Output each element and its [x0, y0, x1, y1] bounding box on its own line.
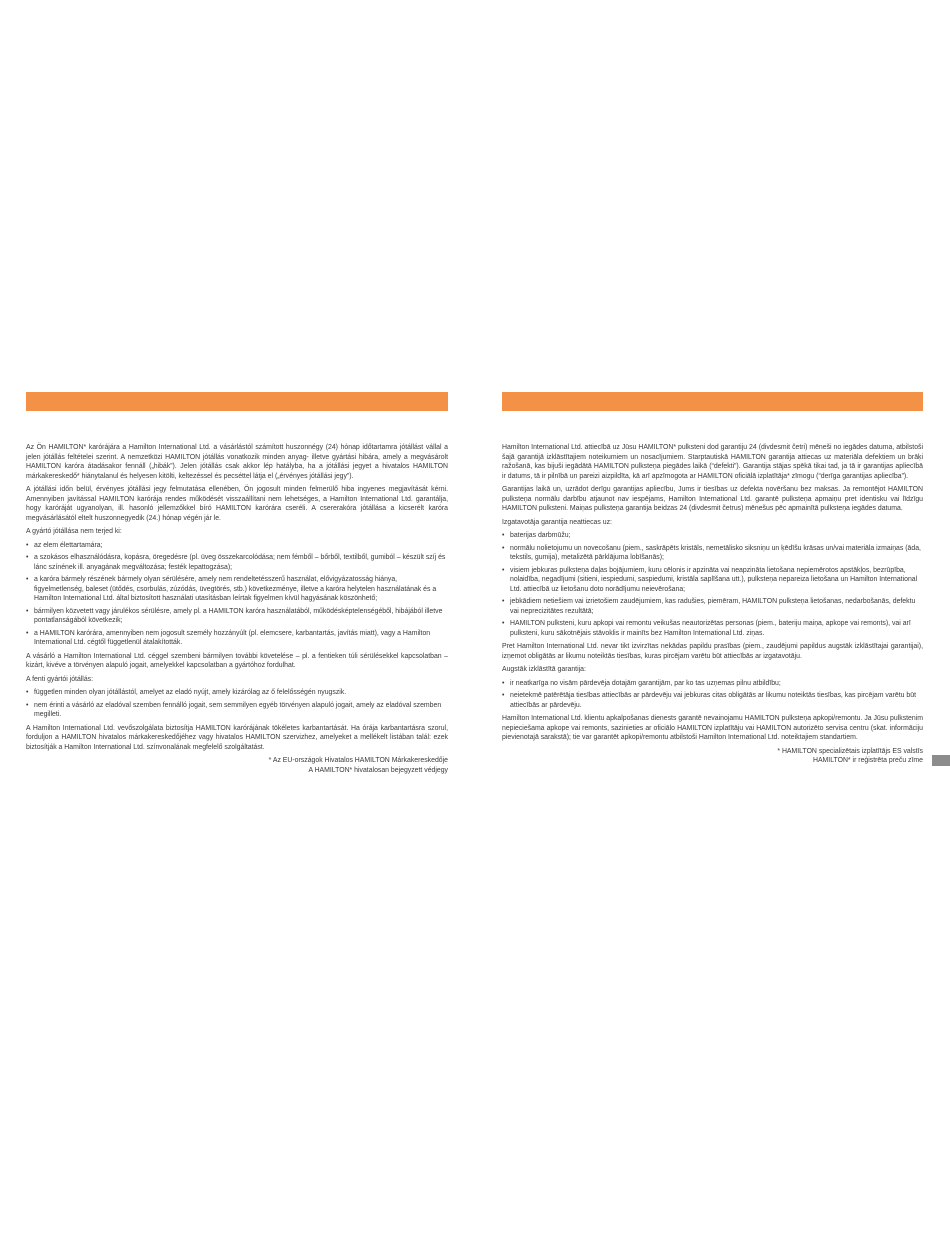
exclusions-list — [26, 541, 448, 648]
latvian-warranty-column — [502, 443, 923, 766]
intro-paragraph: Az Ön HAMILTON* karórájára a Hamilton International Ltd. a vásárlástól számított huszonnégy (24) hónap időtartamra jótállást vállal a jelen jótállás feltételei szerint. A nemzetközi HAMILTON jótállás vonatkozik minden anyag- illetve gyártási hibára, amely a megvásárolt HAMILTON karóra átadásakor fennáll („hibák”). Jelen jótállás csak akkor lép hatályba, ha a jótállási jegyet a hivatalos HAMILTON márkakereskedő* hiánytalanul és helyesen kitölti, keltezéssel és pecséttel látja el („érvényes jótállási jegy”). — [26, 444, 448, 480]
list-item: • baterijas darbmūžu; — [502, 531, 923, 541]
guarantee-list — [502, 679, 923, 711]
exclusions-heading: A gyártó jótállása nem terjed ki: — [26, 528, 122, 535]
list-item: • jebkādiem netiešiem vai izrietošiem zaudējumiem, kas radušies, piemēram, HAMILTON pulksteņa lietošanas, nedarbošanās, defektu vai neprecizitātes rezultātā; — [502, 597, 923, 616]
list-item: • neietekmē patērētāja tiesības attiecībās ar pārdevēju vai jebkuras citas obligātās ar likumu noteiktās tiesības, kas pircējam varētu būt attiecībās ar pārdevēju. — [502, 691, 923, 710]
orange-header-band-left — [26, 392, 448, 411]
list-item: • nem érinti a vásárló az eladóval szemben fennálló jogait, sem semmilyen egyéb törvényen alapuló jogait, amely az eladóval szemben megilleti. — [26, 701, 448, 720]
guarantee-heading: A fenti gyártói jótállás: — [26, 675, 94, 683]
list-item: • a HAMILTON karórára, amennyiben nem jogosult személy hozzányúlt (pl. elemcsere, karbantartás, javítás miatt), vagy a Hamilton International Ltd. cégtől függetlenül átalakították. — [26, 629, 448, 648]
service-paragraph: Hamilton International Ltd. klientu apkalpošanas dienests garantē nevainojamu HAMILTON pulksteņa apkopi/remontu. Ja Jūsu pulkstenim nepieciešama apkope vai remonts, sazinieties ar oficiālo HAMILTON izplatītāju vai HAMILTON autorizēto servisa centru (skat. informāciju pievienotajā sarakstā); tie var garantēt apkopi/remontu atbilstoši Hamilton International Ltd. noteiktajiem standartiem. — [502, 715, 923, 741]
intro-paragraph: Hamilton International Ltd. attiecībā uz Jūsu HAMILTON* pulksteni dod garantiju 24 (divdesmit četri) mēneši no iegādes datuma, atbilstoši šajā garantijā izklāstītajiem noteikumiem un nosacījumiem. Starptautiskā HAMILTON garantija attiecas uz materiāla defektiem un brāķi ražošanā, kas bijuši iegādātā HAMILTON pulksteņa piegādes laikā (“defekti”). Garantija stājas spēkā tikai tad, ja tā ir garantijas apliecībā ir datums, tā ir pilnībā un pareizi aizpildīta, kā arī apzīmogota ar HAMILTON oficiālā izplatītāja* zīmogu (“derīga garantijas apliecība”). — [502, 444, 923, 480]
footnote: A HAMILTON* hivatalosan bejegyzett védjegy — [308, 766, 448, 774]
claims-paragraph: Pret Hamilton International Ltd. nevar tikt izvirzītas nekādas papildu prasības (piem., zaudējumi papildus augstāk izklāstītajai garantijai), izņemot obligātās ar likumu noteiktās tiesības, kuras pircējam varētu būt attiecībās ar izgatavotāju. — [502, 643, 923, 660]
list-item: • bármilyen közvetett vagy járulékos sérülésre, amely pl. a HAMILTON karóra használatából, működésképtelenségéből, hibájából illetve pontatlanságából következik; — [26, 607, 448, 626]
footnote: * HAMILTON specializētais izplatītājs ES valstīs — [777, 747, 923, 755]
footnotes — [502, 747, 923, 766]
list-item: • normālu nolietojumu un novecošanu (piem., saskrāpēts kristāls, nemetālisko siksniņu un ķēdīšu krāsas un/vai materiāla izmaiņas (āda, tekstils, gumija), metalizētā pārklājuma lobīšanās); — [502, 544, 923, 563]
guarantee-heading: Augstāk izklāstītā garantija: — [502, 666, 586, 673]
list-item: • visiem jebkuras pulksteņa daļas bojājumiem, kuru cēlonis ir apzināta vai neapzināta lietošana nepiemērotos apstākļos, bezrūpība, nolaidība, negadījumi (sitieni, iespiedumi, saspiedumi, kristāla saplīšana utt.), pulksteņa nepareiza lietošana un Hamilton International Ltd. attiecībā uz lietošanu doto norādījumu neievērošana; — [502, 566, 923, 595]
footnotes — [26, 756, 448, 775]
footnote: * Az EU-országok Hivatalos HAMILTON Márkakereskedője — [268, 757, 448, 764]
list-item: • ir neatkarīga no visām pārdevēja dotajām garantijām, par ko tas uzņemas pilnu atbildību; — [502, 679, 923, 689]
service-paragraph: A Hamilton International Ltd. vevőszolgálata biztosítja HAMILTON karórájának tökéletes karbantartását. Ha órája karbantartásra szorul, forduljon a HAMILTON hivatalos márkakereskedőjéhez vagy hivatalos HAMILTON szervizhez, amelyeket a mellékelt listában talál: ezek biztosítják a Hamilton International Ltd. színvonalának megfelelő szolgáltatást. — [26, 724, 448, 751]
hungarian-warranty-column — [26, 443, 448, 775]
list-item: • a karóra bármely részének bármely olyan sérülésére, amely nem rendeltetésszerű használat, elővigyázatosság hiánya, figyelmetlenség, baleset (ütődés, csorbulás, zúzódás, üvegtörés, stb.) következménye, illetve a karóra helytelen használatának és a Hamilton International Ltd. által biztosított használati utasításban leírtak figyelmen kívül hagyásának köszönhető; — [26, 575, 448, 604]
page-edge-marker — [932, 755, 950, 766]
list-item: • független minden olyan jótállástól, amelyet az eladó nyújt, amely kizárólag az ő felelősségén nyugszik. — [26, 688, 448, 698]
orange-header-band-right — [502, 392, 923, 411]
list-item: • az elem élettartamára; — [26, 541, 448, 551]
repair-paragraph: Garantijas laikā un, uzrādot derīgu garantijas apliecību, Jums ir tiesības uz defekta novēršanu bez maksas. Ja remontējot HAMILTON pulksteņa normālu darbību atjaunot nav iespējams, Hamilton International Ltd. garantē pulksteņa apmaiņu pret identisku vai līdzīgu HAMILTON pulksteni. Maiņas pulksteņa garantija beidzas 24 (divdesmit četrus) mēnešus pēc apmainītā pulksteņa iegādes datuma. — [502, 486, 923, 512]
repair-paragraph: A jótállási időn belül, érvényes jótállási jegy felmutatása ellenében, Ön jogosult minden felmerülő hiba ingyenes megjavítását kérni. Amennyiben javítással HAMILTON karórája rendes működését visszaállítani nem lehetséges, a Hamilton International Ltd. garantálja, hogy karóráját ugyanolyan, ill. hasonló jellemzőkkel bíró HAMILTON karórára cseréli. A csererakóra jótállása a kicserélt karóra megvásárlásától eltelt huszonnegyedik (24.) hónap végén jár le. — [26, 486, 448, 522]
guarantee-list — [26, 688, 448, 720]
list-item: • a szokásos elhasználódásra, kopásra, öregedésre (pl. üveg összekarcolódása; nem fémből – bőrből, textilből, gumiból – készült szíj és lánc színének ill. anyagának megváltozása; festék lepattogzása); — [26, 553, 448, 572]
exclusions-list — [502, 531, 923, 638]
exclusions-heading: Izgatavotāja garantija neattiecas uz: — [502, 518, 612, 526]
list-item: • HAMILTON pulksteni, kuru apkopi vai remontu veikušas neautorizētas personas (piem., bateriju maiņa, apkope vai remonts), vai arī pulksteni, kuru sākotnējais stāvoklis ir mainīts bez Hamilton International Ltd. ziņas. — [502, 619, 923, 638]
footnote: HAMILTON* ir reģistrēta preču zīme — [812, 757, 923, 764]
claims-paragraph: A vásárló a Hamilton International Ltd. céggel szembeni bármilyen további követelése – pl. a fentieken túli sérülésekkel kapcsolatban – kizárt, kivéve a törvényen alapuló jogait, amelyekkel kapcsolatban a gyártóhoz fordulhat. — [26, 652, 448, 669]
